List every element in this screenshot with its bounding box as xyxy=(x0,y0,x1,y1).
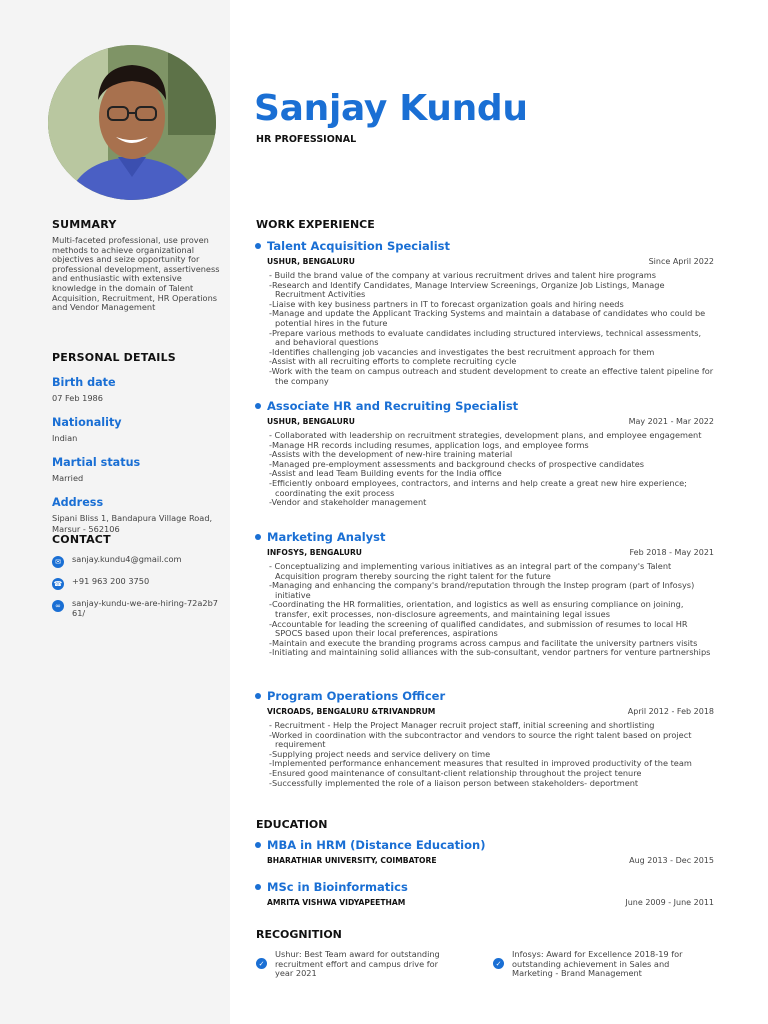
job-bullet: -Research and Identify Candidates, Manage Interview Screenings, Organize Job Listings, Manage Recruitment Activities xyxy=(269,279,665,300)
phone-icon: ☎ xyxy=(53,580,63,588)
personal-details-section xyxy=(52,351,222,535)
job-org: USHUR, BENGALURU xyxy=(267,257,355,266)
job-org: VICROADS, BENGALURU &TRIVANDRUM xyxy=(267,707,436,716)
job-entry xyxy=(256,399,714,508)
recognition-item xyxy=(493,950,693,979)
job-bullet: -Ensured good maintenance of consultant-client relationship throughout the project tenure xyxy=(269,767,642,778)
job-entry xyxy=(256,530,714,658)
job-org: USHUR, BENGALURU xyxy=(267,417,355,426)
education-heading: EDUCATION xyxy=(256,818,328,831)
marital-status-label: Martial status xyxy=(52,456,141,469)
job-title: Marketing Analyst xyxy=(267,530,386,544)
recognition-text: Infosys: Award for Excellence 2018-19 for outstanding achievement in Sales and Marketing - Brand Management xyxy=(512,949,683,979)
birth-date-value: 07 Feb 1986 xyxy=(52,393,103,403)
birth-date-label: Birth date xyxy=(52,376,116,389)
contact-link[interactable] xyxy=(52,599,222,618)
address-label: Address xyxy=(52,496,104,509)
contact-phone[interactable] xyxy=(52,577,222,590)
job-bullet: -Assist with all recruiting efforts to complete recruiting cycle xyxy=(269,356,517,367)
education-entry xyxy=(256,838,714,865)
job-org: INFOSYS, BENGALURU xyxy=(267,548,362,557)
job-entry xyxy=(256,239,714,386)
work-experience-heading: WORK EXPERIENCE xyxy=(256,218,375,231)
bullet-dot-icon xyxy=(255,403,261,409)
link-icon: ∞ xyxy=(52,600,64,612)
profile-link-value[interactable]: sanjay-kundu-we-are-hiring-72a2b761/ xyxy=(72,598,219,618)
job-bullet: - Recruitment - Help the Project Manager recruit project staff, initial screening and shortlisting xyxy=(269,720,655,730)
institution: BHARATHIAR UNIVERSITY, COIMBATORE xyxy=(267,856,437,865)
profile-photo xyxy=(48,45,216,200)
summary-text: Multi-faceted professional, use proven methods to achieve organizational objectives and seize opportunity for professional development, assertiveness and enthusiastic with extensive knowledge in the domain of Talent Acquisition, Recruitment, HR Operations and Vendor Management xyxy=(52,235,220,313)
job-date: Since April 2022 xyxy=(648,257,714,266)
recognition-item xyxy=(256,950,456,979)
contact-email[interactable] xyxy=(52,555,222,568)
degree-title: MSc in Bioinformatics xyxy=(267,880,408,894)
job-bullet: -Assists with the development of new-hire training material xyxy=(269,449,513,460)
job-bullet: - Conceptualizing and implementing various initiatives as an integral part of the company's Talent Acquisition program thereby sourcing the right talent for the future xyxy=(269,561,672,581)
job-bullet: -Managed pre-employment assessments and background checks of prospective candidates xyxy=(269,458,645,469)
institution: AMRITA VISHWA VIDYAPEETHAM xyxy=(267,898,406,907)
phone-value[interactable]: +91 963 200 3750 xyxy=(72,576,150,586)
mail-icon: ✉ xyxy=(52,556,64,568)
education-date: June 2009 - June 2011 xyxy=(625,898,714,907)
job-bullet: -Accountable for leading the screening of qualified candidates, and submission of resumes to local HR SPOCS based upon their local preferences, aspirations xyxy=(269,618,688,639)
check-circle-icon: ✓ xyxy=(256,958,267,969)
degree-title: MBA in HRM (Distance Education) xyxy=(267,838,486,852)
job-bullet: -Successfully implemented the role of a liaison person between stakeholders- deportment xyxy=(269,777,639,788)
summary-heading: SUMMARY xyxy=(52,218,117,231)
email-value[interactable]: sanjay.kundu4@gmail.com xyxy=(72,554,182,564)
education-entry xyxy=(256,880,714,907)
job-bullet: -Efficiently onboard employees, contractors, and interns and help create a great new hire experience; coordinating the exit process xyxy=(269,477,687,498)
job-bullet: -Worked in coordination with the subcontractor and vendors to source the right talent based on project requirement xyxy=(269,729,692,750)
job-bullet: -Managing and enhancing the company's brand/reputation through the Instep program (part of Infosys) initiative xyxy=(269,580,695,600)
recognition-heading: RECOGNITION xyxy=(256,928,342,941)
job-title: Associate HR and Recruiting Specialist xyxy=(267,399,519,413)
nationality-label: Nationality xyxy=(52,416,122,429)
candidate-name: Sanjay Kundu xyxy=(254,88,528,129)
job-date: April 2012 - Feb 2018 xyxy=(627,707,714,716)
job-bullet: -Implemented performance enhancement measures that resulted in improved productivity of the team xyxy=(269,758,692,769)
summary-section xyxy=(52,218,222,313)
contact-section xyxy=(52,533,222,618)
marital-status-value: Married xyxy=(52,473,84,483)
job-bullet: -Manage and update the Applicant Tracking Systems and maintain a database of candidates who could be potential hires in the future xyxy=(269,308,706,328)
job-bullet: - Collaborated with leadership on recruitment strategies, development plans, and employee engagement xyxy=(269,430,702,440)
job-bullet: -Maintain and execute the branding programs across campus and facilitate the university partners visits xyxy=(269,637,698,648)
bullet-dot-icon xyxy=(255,884,261,890)
job-title: Program Operations Officer xyxy=(267,689,446,703)
job-date: May 2021 - Mar 2022 xyxy=(628,417,714,426)
bullet-dot-icon xyxy=(255,243,261,249)
job-bullet: -Work with the team on campus outreach and student development to create an effective talent pipeline for the company xyxy=(269,365,714,386)
address-value: Sipani Bliss 1, Bandapura Village Road, Marsur - 562106 xyxy=(52,513,213,534)
bullet-dot-icon xyxy=(255,534,261,540)
job-bullet: -Liaise with key business partners in IT to forecast organization goals and hiring needs xyxy=(269,298,624,309)
personal-details-heading: PERSONAL DETAILS xyxy=(52,351,176,364)
job-bullet: -Identifies challenging job vacancies and investigates the best recruitment approach for them xyxy=(269,346,655,357)
job-title: Talent Acquisition Specialist xyxy=(267,239,451,253)
job-bullet: -Vendor and stakeholder management xyxy=(269,497,427,508)
job-bullet: -Assist and lead Team Building events for the India office xyxy=(269,468,502,479)
nationality-value: Indian xyxy=(52,433,78,443)
contact-heading: CONTACT xyxy=(52,533,111,546)
education-date: Aug 2013 - Dec 2015 xyxy=(629,856,714,865)
job-bullet: -Initiating and maintaining solid alliances with the sub-consultant, vendor partners for venture partnerships xyxy=(269,647,711,658)
job-bullet: -Supplying project needs and service delivery on time xyxy=(269,748,491,759)
bullet-dot-icon xyxy=(255,842,261,848)
job-entry xyxy=(256,689,714,788)
candidate-role: HR PROFESSIONAL xyxy=(256,134,357,145)
recognition-text: Ushur: Best Team award for outstanding recruitment effort and campus drive for year 2021 xyxy=(275,949,440,979)
check-circle-icon: ✓ xyxy=(493,958,504,969)
job-bullet: -Manage HR records including resumes, application logs, and employee forms xyxy=(269,439,589,450)
job-date: Feb 2018 - May 2021 xyxy=(629,548,714,557)
job-bullet: - Build the brand value of the company at various recruitment drives and talent hire programs xyxy=(269,270,656,280)
job-bullet: -Prepare various methods to evaluate candidates including structured interviews, technical assessments, and behavioral questions xyxy=(269,327,702,348)
job-bullet: -Coordinating the HR formalities, orientation, and logistics as well as ensuring compliance on joining, transfer, exit processes, non-disclosure agreements, and maintaining legal issues xyxy=(269,599,684,619)
bullet-dot-icon xyxy=(255,693,261,699)
